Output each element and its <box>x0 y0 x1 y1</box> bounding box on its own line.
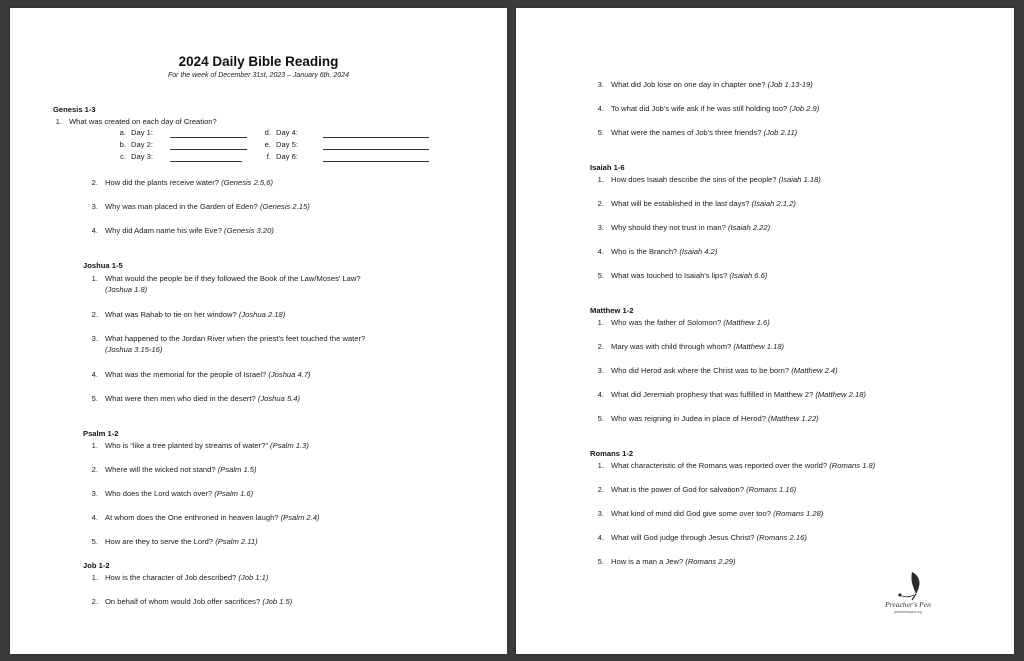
question-matthew-4: 4. What did Jeremiah prophesy that was fulfilled in Matthew 2? (Matthew 2.18) <box>597 390 866 399</box>
question-romans-3: 3. What kind of mind did God give some over too? (Romans 1.28) <box>597 509 824 518</box>
section-heading-job: Job 1-2 <box>83 561 110 570</box>
question-romans-4: 4. What will God judge through Jesus Christ? (Romans 2.16) <box>597 533 807 542</box>
question-joshua-2: 2. What was Rahab to tie on her window? (Joshua 2.18) <box>91 310 286 319</box>
section-heading-isaiah: Isaiah 1-6 <box>590 163 625 172</box>
section-heading-romans: Romans 1-2 <box>590 449 634 458</box>
answer-blank-day-1[interactable] <box>170 137 247 138</box>
question-joshua-5: 5. What were then men who died in the desert? (Joshua 5.4) <box>91 394 301 403</box>
question-isaiah-2: 2. What will be established in the last days? (Isaiah 2:1,2) <box>597 199 796 208</box>
answer-blank-day-3[interactable] <box>170 161 242 162</box>
preachers-pen-logo <box>872 568 944 620</box>
question-isaiah-3: 3. Why should they not trust in man? (Isaiah 2.22) <box>597 223 771 232</box>
day-2-label: b. Day 2: <box>119 140 153 149</box>
question-matthew-1: 1. Who was the father of Solomon? (Matthew 1.6) <box>597 318 770 327</box>
answer-blank-day-2[interactable] <box>170 149 247 150</box>
question-job-1: 1. How is the character of Job described? (Job 1:1) <box>91 573 269 582</box>
answer-blank-day-6[interactable] <box>323 161 429 162</box>
question-isaiah-5: 5. What was touched to Isaiah's lips? (Isaiah 6.6) <box>597 271 768 280</box>
question-psalm-3: 3. Who does the Lord watch over? (Psalm 1.6) <box>91 489 254 498</box>
section-heading-genesis: Genesis 1-3 <box>53 105 96 114</box>
question-isaiah-1: 1. How does Isaiah describe the sins of the people? (Isaiah 1.18) <box>597 175 821 184</box>
answer-blank-day-5[interactable] <box>323 149 429 150</box>
day-5-label: e. Day 5: <box>264 140 298 149</box>
day-1-label: a. Day 1: <box>119 128 153 137</box>
section-heading-joshua: Joshua 1-5 <box>83 261 123 270</box>
day-6-label: f. Day 6: <box>266 152 298 161</box>
logo-url: preacherspen.org <box>894 610 922 614</box>
question-romans-1: 1. What characteristic of the Romans was reported over the world? (Romans 1.8) <box>597 461 876 470</box>
question-matthew-5: 5. Who was reigning in Judea in place of Herod? (Matthew 1.22) <box>597 414 819 423</box>
question-isaiah-4: 4. Who is the Branch? (Isaiah 4.2) <box>597 247 718 256</box>
question-genesis-3: 3. Why was man placed in the Garden of Eden? (Genesis 2.15) <box>91 202 310 211</box>
question-job-4: 4. To what did Job's wife ask if he was still holding too? (Job 2.9) <box>597 104 820 113</box>
question-romans-5: 5. How is a man a Jew? (Romans 2.29) <box>597 557 736 566</box>
day-4-label: d. Day 4: <box>264 128 298 137</box>
question-genesis-1: 1. What was created on each day of Creation? <box>55 117 217 126</box>
question-psalm-1: 1. Who is “like a tree planted by streams of water?” (Psalm 1.3) <box>91 441 309 450</box>
worksheet-page-right <box>516 8 1014 654</box>
question-joshua-3: 3. What happened to the Jordan River when the priest's feet touched the water? (Joshua 3.15-16) <box>91 334 366 354</box>
question-matthew-3: 3. Who did Herod ask where the Christ was to be born? (Matthew 2.4) <box>597 366 838 375</box>
question-psalm-4: 4. At whom does the One enthroned in heaven laugh? (Psalm 2.4) <box>91 513 320 522</box>
question-job-2: 2. On behalf of whom would Job offer sacrifices? (Job 1.5) <box>91 597 293 606</box>
section-heading-matthew: Matthew 1-2 <box>590 306 634 315</box>
logo-name: Preacher's Pen <box>885 600 931 609</box>
question-psalm-2: 2. Where will the wicked not stand? (Psalm 1.5) <box>91 465 257 474</box>
question-genesis-2: 2. How did the plants receive water? (Genesis 2.5,6) <box>91 178 274 187</box>
page-title: 2024 Daily Bible Reading <box>178 54 339 69</box>
quill-icon <box>872 568 944 602</box>
question-matthew-2: 2. Mary was with child through whom? (Matthew 1.18) <box>597 342 785 351</box>
question-joshua-1: 1. What would the people be if they followed the Book of the Law/Moses' Law? (Joshua 1.8) <box>91 274 361 294</box>
question-psalm-5: 5. How are they to serve the Lord? (Psalm 2.11) <box>91 537 258 546</box>
day-3-label: c. Day 3: <box>120 152 153 161</box>
worksheet-page-left <box>10 8 507 654</box>
question-job-3: 3. What did Job lose on one day in chapter one? (Job 1.13-19) <box>597 80 813 89</box>
question-joshua-4: 4. What was the memorial for the people of Israel? (Joshua 4.7) <box>91 370 311 379</box>
question-job-5: 5. What were the names of Job's three friends? (Job 2.11) <box>597 128 798 137</box>
question-genesis-4: 4. Why did Adam name his wife Eve? (Genesis 3.20) <box>91 226 274 235</box>
question-romans-2: 2. What is the power of God for salvation? (Romans 1.16) <box>597 485 797 494</box>
answer-blank-day-4[interactable] <box>323 137 429 138</box>
section-heading-psalm: Psalm 1-2 <box>83 429 119 438</box>
page-subtitle: For the week of December 31st, 2023 – January 6th, 2024 <box>168 72 349 79</box>
